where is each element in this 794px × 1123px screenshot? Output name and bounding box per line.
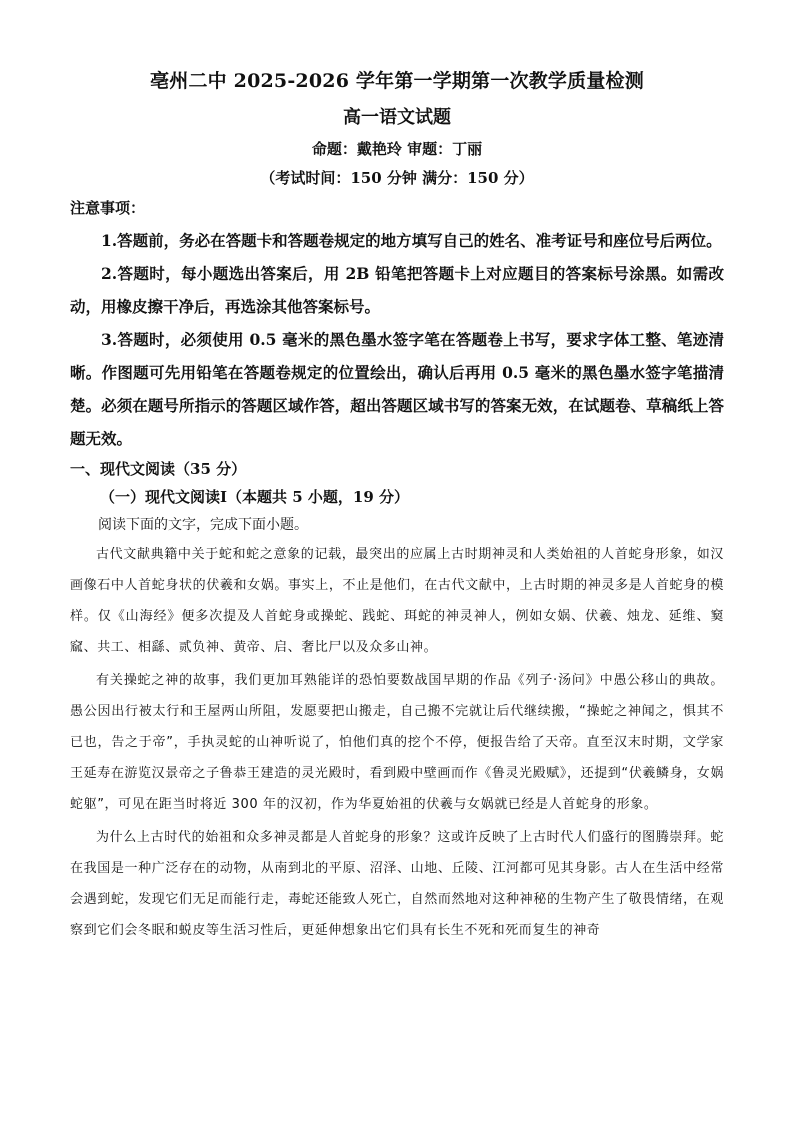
exam-title: 亳州二中 2025-2026 学年第一学期第一次教学质量检测	[150, 70, 644, 92]
exam-time-score: （考试时间：150 分钟 满分：150 分）	[260, 169, 534, 187]
passage-paragraph: 有关操蛇之神的故事，我们更加耳熟能详的恐怕要数战国早期的作品《列子·汤问》中愚公移山的典故。愚公因出行被太行和王屋两山所阻，发愿要把山搬走，自己搬不完就让后代继续搬，“操蛇之神闻之，惧其不已也，告之于帝”，手执灵蛇的山神听说了，怕他们真的挖个不停，便报告给了天帝。直至汉末时期，文学家王延寿在游览汉景帝之子鲁恭王建造的灵光殿时，看到殿中壁画而作《鲁灵光殿赋》，还提到“伏羲鳞身，女娲蛇躯”，可见在距当时将近 300 年的汉初，作为华夏始祖的伏羲与女娲就已经是人首蛇身的形象。	[70, 673, 724, 812]
reading-instruction: 阅读下面的文字，完成下面小题。	[98, 517, 308, 533]
notice-heading: 注意事项：	[70, 199, 146, 217]
notice-item: 2.答题时，每小题选出答案后，用 2B 铅笔把答题卡上对应题目的答案标号涂黑。如需改动，用橡皮擦干净后，再选涂其他答案标号。	[70, 264, 724, 316]
notice-item: 3.答题时，必须使用 0.5 毫米的黑色墨水签字笔在答题卷上书写，要求字体工整、笔迹清晰。作图题可先用铅笔在答题卷规定的位置绘出，确认后再用 0.5 毫米的黑色墨水签字笔描清楚。必须在题号所指示的答题区域作答，超出答题区域书写的答案无效，在试题卷、草稿纸上答题无效。	[70, 330, 724, 448]
notice-list	[70, 224, 724, 455]
reading-passage	[70, 539, 724, 946]
exam-subtitle: 高一语文试题	[343, 107, 451, 128]
section-heading: 一、现代文阅读（35 分）	[70, 460, 247, 478]
passage-paragraph: 为什么上古时代的始祖和众多神灵都是人首蛇身的形象？这或许反映了上古时代人们盛行的图腾崇拜。蛇在我国是一种广泛存在的动物，从南到北的平原、沼泽、山地、丘陵、江河都可见其身影。古人在生活中经常会遇到蛇，发现它们无足而能行走，毒蛇还能致人死亡，自然而然地对这种神秘的生物产生了敬畏情绪，在观察到它们会冬眠和蜕皮等生活习性后，更延伸想象出它们具有长生不死和死而复生的神奇	[70, 830, 724, 938]
subsection-heading: （一）现代文阅读Ⅰ（本题共 5 小题，19 分）	[100, 488, 409, 506]
notice-item: 1.答题前，务必在答题卡和答题卷规定的地方填写自己的姓名、准考证号和座位号后两位。	[101, 231, 722, 250]
author-line: 命题：戴艳玲 审题：丁丽	[311, 140, 483, 158]
passage-paragraph: 古代文献典籍中关于蛇和蛇之意象的记载，最突出的应属上古时期神灵和人类始祖的人首蛇身形象，如汉画像石中人首蛇身状的伏羲和女娲。事实上，不止是他们，在古代文献中，上古时期的神灵多是人首蛇身的模样。仅《山海经》便多次提及人首蛇身或操蛇、践蛇、珥蛇的神灵神人，例如女娲、伏羲、烛龙、延维、窫窳、共工、相繇、贰负神、黄帝、启、奢比尸以及众多山神。	[70, 547, 724, 655]
